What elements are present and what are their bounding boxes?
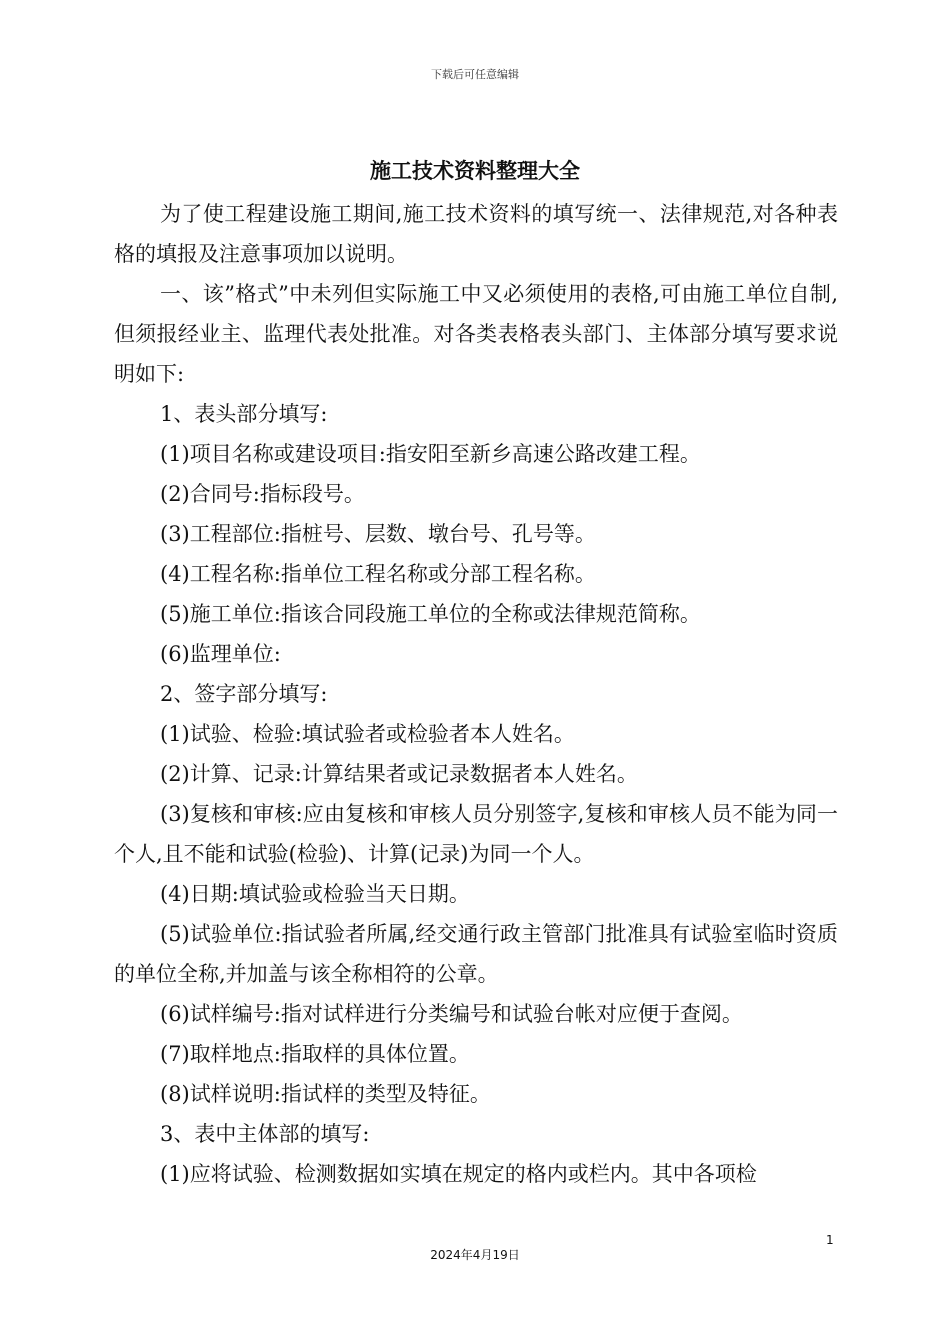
paragraph-item: (4)日期:填试验或检验当天日期。: [160, 882, 470, 906]
paragraph-item: (6)试样编号:指对试样进行分类编号和试验台帐对应便于查阅。: [160, 1002, 743, 1026]
paragraph-signature-heading: 2、签字部分填写:: [160, 682, 328, 706]
paragraph-item: (1)试验、检验:填试验者或检验者本人姓名。: [160, 722, 575, 746]
paragraph-item: (5)试验单位:指试验者所属,经交通行政主管部门批准具有试验室临时资质的单位全称,并加盖与该全称相符的公章。: [114, 922, 838, 986]
paragraph-item: (4)工程名称:指单位工程名称或分部工程名称。: [160, 562, 596, 586]
page-number: 1: [826, 1233, 834, 1247]
paragraph-item: (1)应将试验、检测数据如实填在规定的格内或栏内。其中各项检: [160, 1162, 757, 1186]
paragraph-item: (1)项目名称或建设项目:指安阳至新乡高速公路改建工程。: [160, 442, 701, 466]
paragraph-item: (2)合同号:指标段号。: [160, 482, 365, 506]
paragraph-item: (6)监理单位:: [160, 642, 281, 666]
paragraph-section-1: 一、该”格式”中未列但实际施工中又必须使用的表格,可由施工单位自制,但须报经业主、监理代表处批准。对各类表格表头部门、主体部分填写要求说明如下:: [114, 282, 838, 386]
paragraph-item: (7)取样地点:指取样的具体位置。: [160, 1042, 470, 1066]
paragraph-body-heading: 3、表中主体部的填写:: [160, 1122, 370, 1146]
document-title: 施工技术资料整理大全: [370, 159, 580, 183]
paragraph-intro: 为了使工程建设施工期间,施工技术资料的填写统一、法律规范,对各种表格的填报及注意事项加以说明。: [114, 202, 838, 266]
document-body: [114, 194, 838, 1194]
paragraph-header-fill-heading: 1、表头部分填写:: [160, 402, 328, 426]
paragraph-item: (8)试样说明:指试样的类型及特征。: [160, 1082, 491, 1106]
header-note: 下载后可任意编辑: [431, 68, 519, 81]
footer-date: 2024年4月19日: [430, 1248, 520, 1262]
paragraph-item: (2)计算、记录:计算结果者或记录数据者本人姓名。: [160, 762, 638, 786]
paragraph-item: (3)工程部位:指桩号、层数、墩台号、孔号等。: [160, 522, 596, 546]
paragraph-item: (5)施工单位:指该合同段施工单位的全称或法律规范简称。: [160, 602, 701, 626]
paragraph-item: (3)复核和审核:应由复核和审核人员分别签字,复核和审核人员不能为同一个人,且不能和试验(检验)、计算(记录)为同一个人。: [114, 802, 838, 866]
